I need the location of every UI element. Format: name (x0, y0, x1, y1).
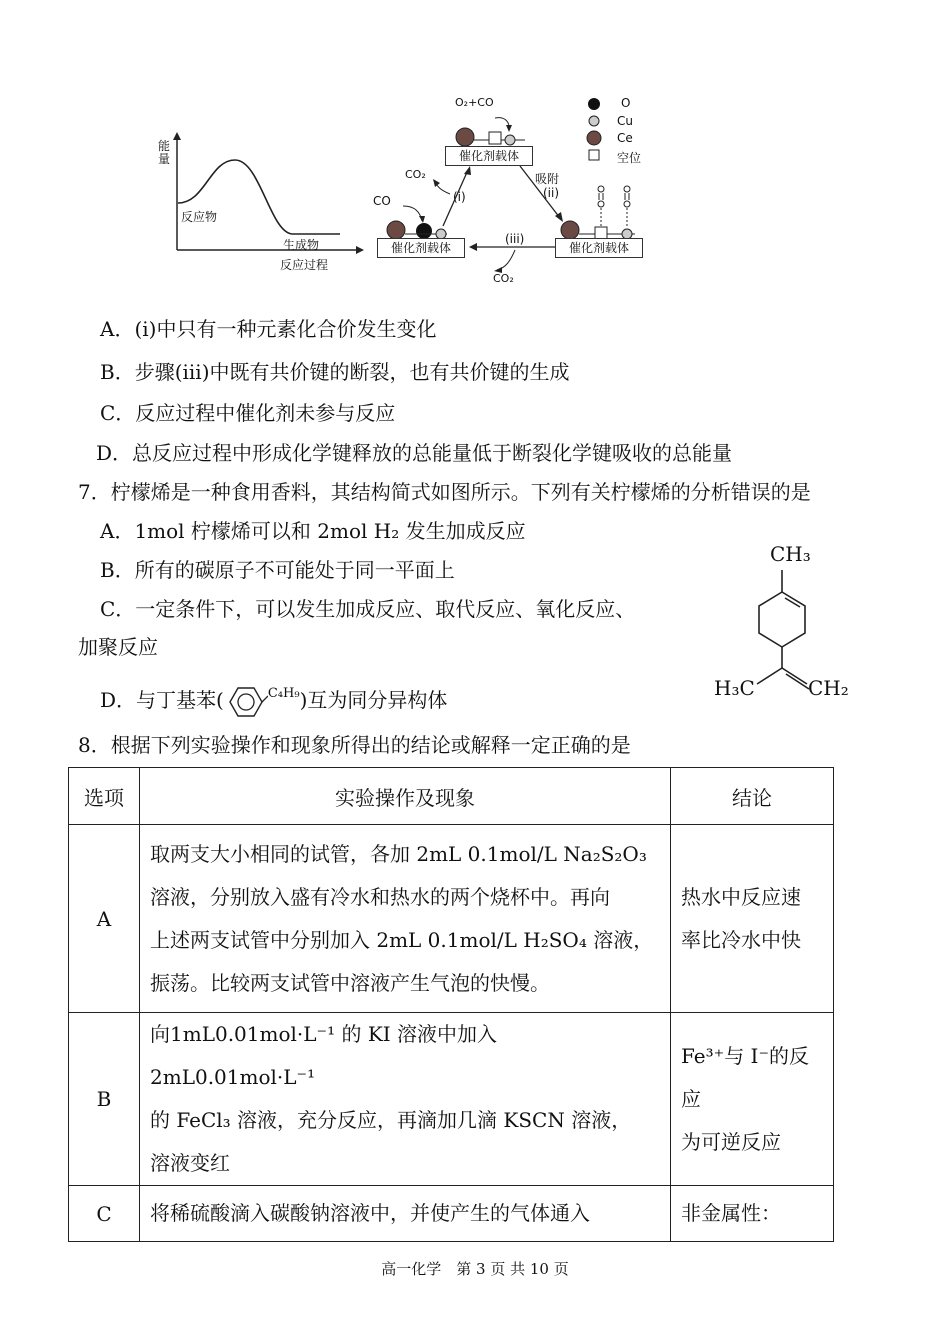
table-row (69, 825, 834, 1013)
adsorb-label: 吸附 (535, 172, 560, 186)
q7-stem: 7．柠檬烯是一种食用香料，其结构简式如图所示。下列有关柠檬烯的分析错误的是 (78, 480, 811, 504)
row-b-line-3: 溶液变红 (150, 1151, 230, 1175)
q7-option-a: A．1mol 柠檬烯可以和 2mol H₂ 发生加成反应 (100, 519, 526, 543)
table-row (69, 1186, 834, 1242)
q6-option-c: C．反应过程中催化剂未参与反应 (100, 401, 396, 425)
step-i-label: (i) (453, 190, 466, 204)
q7-d-suffix: )互为同分异构体 (299, 688, 448, 712)
q7-option-c-cont: 加聚反应 (78, 635, 158, 659)
row-c-option: C (69, 1186, 140, 1242)
legend-cu: Cu (617, 114, 633, 128)
row-b-line-2: 的 FeCl₃ 溶液，充分反应，再滴加几滴 KSCN 溶液， (150, 1108, 632, 1132)
energy-curve (150, 130, 370, 275)
row-b-line-1: 向1mL0.01mol·L⁻¹ 的 KI 溶液中加入 2mL0.01mol·L⁻¹ (150, 1022, 498, 1089)
q7-option-b: B．所有的碳原子不可能处于同一平面上 (100, 558, 455, 582)
row-a-line-2: 溶液，分别放入盛有冷水和热水的两个烧杯中。再向 (150, 884, 610, 909)
co2-left-label: CO₂ (405, 168, 426, 181)
header-option: 选项 (69, 768, 140, 825)
page-footer: 高一化学 第 3 页 共 10 页 (381, 1260, 569, 1278)
legend-ce: Ce (617, 131, 633, 145)
cycle-arrows (365, 90, 655, 290)
q7-d-substituent: C₄H₉ (267, 686, 300, 701)
h3c-label: H₃C (714, 676, 755, 700)
energy-diagram (150, 130, 370, 275)
row-b-option: B (69, 1013, 140, 1186)
co-label: CO (373, 194, 391, 208)
row-a-concl-1: 热水中反应速 (681, 884, 801, 909)
butylbenzene-ring (224, 684, 268, 720)
row-b-concl-2: 为可逆反应 (681, 1129, 781, 1154)
q6-option-a: A．(i)中只有一种元素化合价发生变化 (100, 317, 437, 341)
row-c-operation (140, 1186, 671, 1242)
row-a-line-3: 上述两支试管中分别加入 2mL 0.1mol/L H₂SO₄ 溶液， (150, 927, 654, 952)
q6-option-d: D．总反应过程中形成化学键释放的总能量低于断裂化学键吸收的总能量 (96, 441, 733, 465)
header-operation: 实验操作及现象 (140, 768, 671, 825)
q8-stem: 8．根据下列实验操作和现象所得出的结论或解释一定正确的是 (78, 733, 631, 757)
row-b-concl-1: Fe³⁺与 I⁻的反应 (681, 1043, 810, 1111)
ch3-label: CH₃ (770, 542, 811, 566)
y-axis-label: 能量 (158, 139, 171, 166)
row-b-conclusion (671, 1013, 834, 1186)
row-a-conclusion (671, 825, 834, 1013)
co2-bottom-label: CO₂ (493, 272, 514, 285)
products-label: 生成物 (283, 238, 320, 252)
catalyst-support-left: 催化剂载体 (377, 238, 465, 258)
row-a-option: A (69, 825, 140, 1013)
row-c-conclusion (671, 1186, 834, 1242)
reactants-label: 反应物 (181, 210, 218, 224)
row-a-line-4: 振荡。比较两支试管中溶液产生气泡的快慢。 (150, 970, 550, 995)
catalytic-cycle-diagram (365, 90, 655, 290)
x-axis-label: 反应过程 (280, 258, 329, 272)
row-a-line-1: 取两支大小相同的试管，各加 2mL 0.1mol/L Na₂S₂O₃ (150, 841, 647, 866)
legend-vacancy: 空位 (617, 151, 642, 165)
header-conclusion: 结论 (671, 768, 834, 825)
catalyst-support-right: 催化剂载体 (555, 238, 643, 258)
row-a-operation (140, 825, 671, 1013)
catalyst-support-top: 催化剂载体 (445, 146, 533, 166)
q7-d-prefix: D．与丁基苯( (100, 688, 224, 712)
legend-o: O (621, 96, 631, 110)
q7-option-c: C．一定条件下，可以发生加成反应、取代反应、氧化反应、 (100, 597, 636, 621)
table-header-row (69, 768, 834, 825)
limonene-structure (710, 540, 860, 710)
experiment-table (68, 767, 834, 1242)
ch2-label: CH₂ (808, 676, 849, 700)
step-ii-label: (ii) (543, 186, 560, 200)
q6-option-b: B．步骤(iii)中既有共价键的断裂，也有共价键的生成 (100, 360, 570, 384)
row-b-operation (140, 1013, 671, 1186)
step-iii-label: (iii) (505, 232, 525, 246)
row-a-concl-2: 率比冷水中快 (681, 927, 801, 952)
table-row (69, 1013, 834, 1186)
row-c-line-1: 将稀硫酸滴入碳酸钠溶液中，并使产生的气体通入 (150, 1201, 590, 1225)
q7-option-d (100, 680, 447, 720)
row-c-concl-1: 非金属性： (681, 1201, 781, 1225)
top-reactants-label: O₂+CO (455, 96, 494, 109)
